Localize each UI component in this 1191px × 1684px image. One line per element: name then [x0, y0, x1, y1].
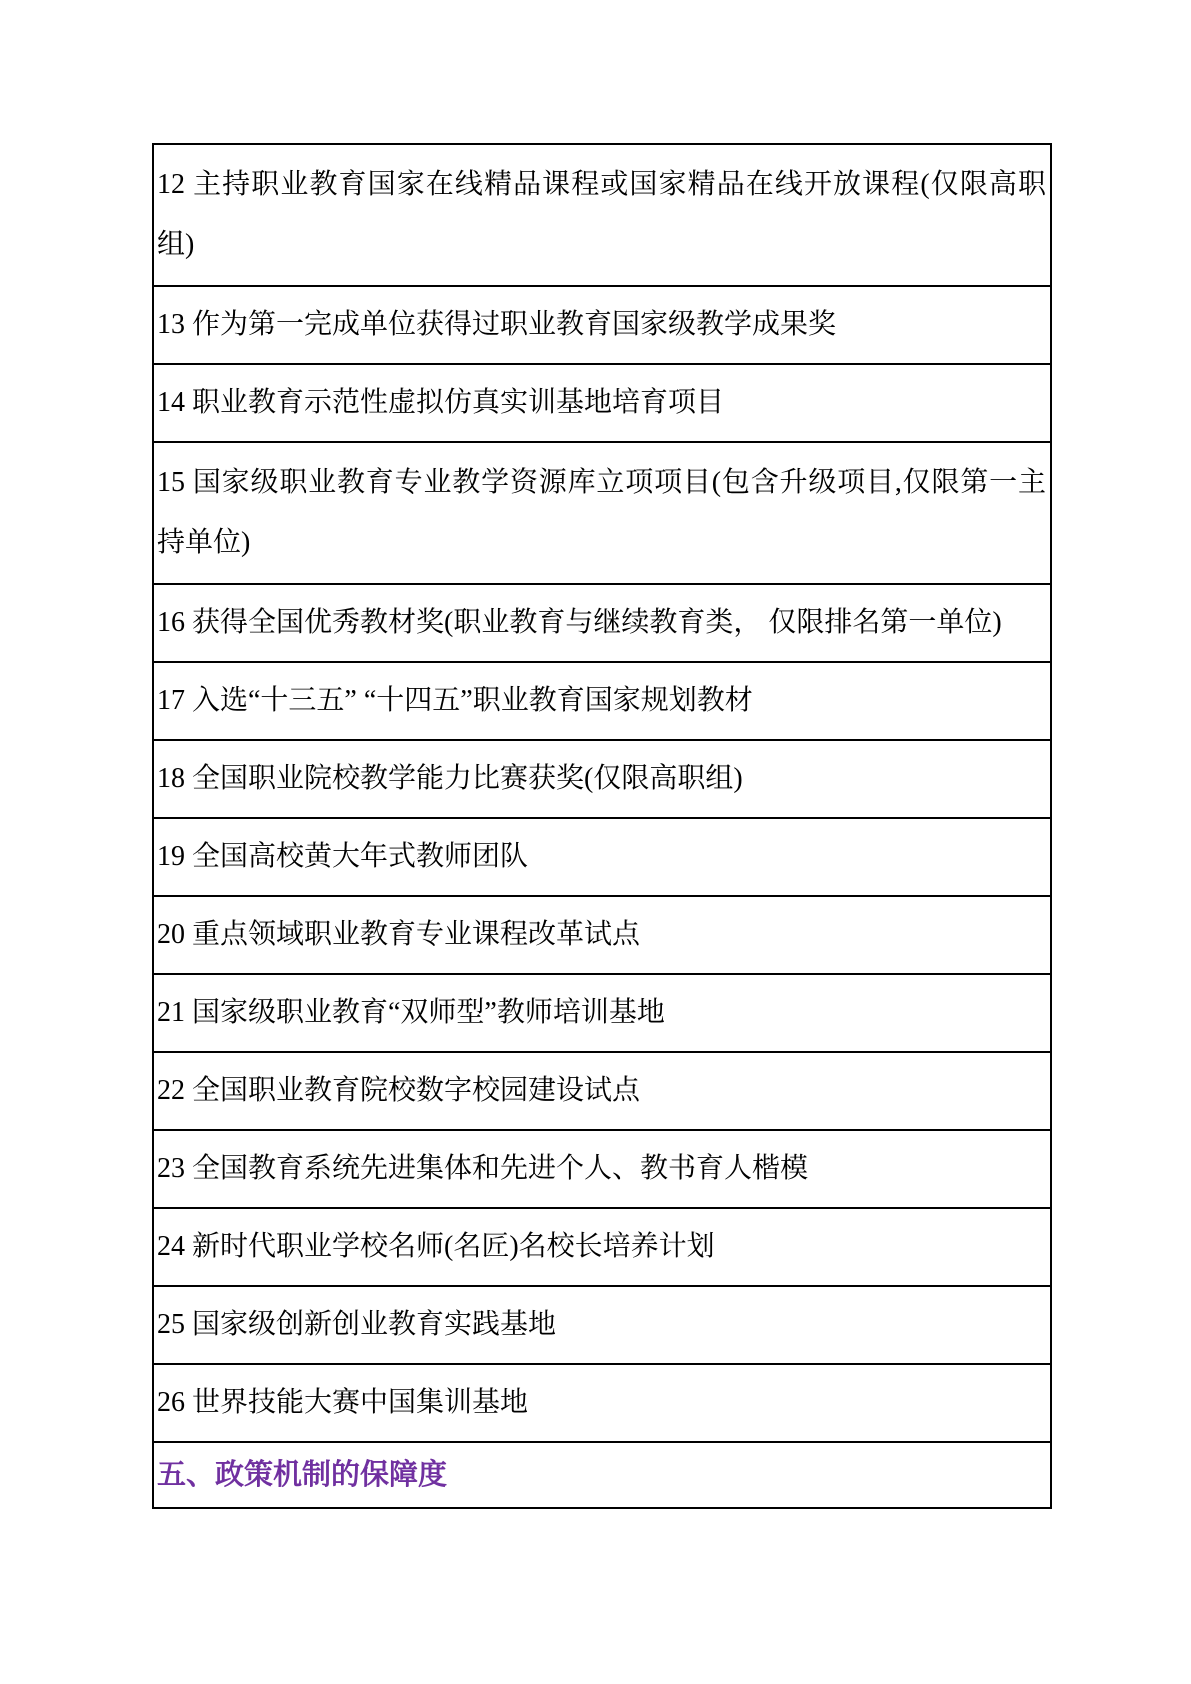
table-row [154, 663, 1050, 741]
row-text: 17 入选“十三五” “十四五”职业教育国家规划教材 [157, 685, 753, 716]
row-text: 20 重点领域职业教育专业课程改革试点 [157, 919, 641, 950]
table-row [154, 741, 1050, 819]
row-text: 13 作为第一完成单位获得过职业教育国家级教学成果奖 [157, 309, 837, 340]
table-row [154, 145, 1050, 287]
criteria-table [152, 143, 1052, 1509]
table-row [154, 585, 1050, 663]
row-text: 21 国家级职业教育“双师型”教师培训基地 [157, 997, 665, 1028]
table-row [154, 1209, 1050, 1287]
row-text: 24 新时代职业学校名师(名匠)名校长培养计划 [157, 1231, 715, 1262]
row-text: 16 获得全国优秀教材奖(职业教育与继续教育类， 仅限排名第一单位) [157, 607, 1002, 638]
table-row [154, 1131, 1050, 1209]
section-heading-text: 五、政策机制的保障度 [157, 1459, 448, 1491]
row-text: 22 全国职业教育院校数字校园建设试点 [157, 1075, 641, 1106]
table-row [154, 287, 1050, 365]
row-text: 25 国家级创新创业教育实践基地 [157, 1309, 557, 1340]
row-text: 18 全国职业院校教学能力比赛获奖(仅限高职组) [157, 763, 743, 794]
section-heading-row [154, 1443, 1050, 1507]
row-text: 19 全国高校黄大年式教师团队 [157, 841, 529, 872]
row-text: 26 世界技能大赛中国集训基地 [157, 1387, 529, 1418]
table-row [154, 975, 1050, 1053]
table-row [154, 1287, 1050, 1365]
row-text: 15 国家级职业教育专业教学资源库立项项目(包含升级项目,仅限第一主持单位) [157, 467, 1046, 558]
table-row [154, 1365, 1050, 1443]
table-row [154, 1053, 1050, 1131]
table-row [154, 819, 1050, 897]
table-row [154, 365, 1050, 443]
row-text: 12 主持职业教育国家在线精品课程或国家精品在线开放课程(仅限高职组) [157, 169, 1046, 260]
table-row [154, 443, 1050, 585]
row-text: 23 全国教育系统先进集体和先进个人、教书育人楷模 [157, 1153, 809, 1184]
row-text: 14 职业教育示范性虚拟仿真实训基地培育项目 [157, 387, 725, 418]
table-row [154, 897, 1050, 975]
